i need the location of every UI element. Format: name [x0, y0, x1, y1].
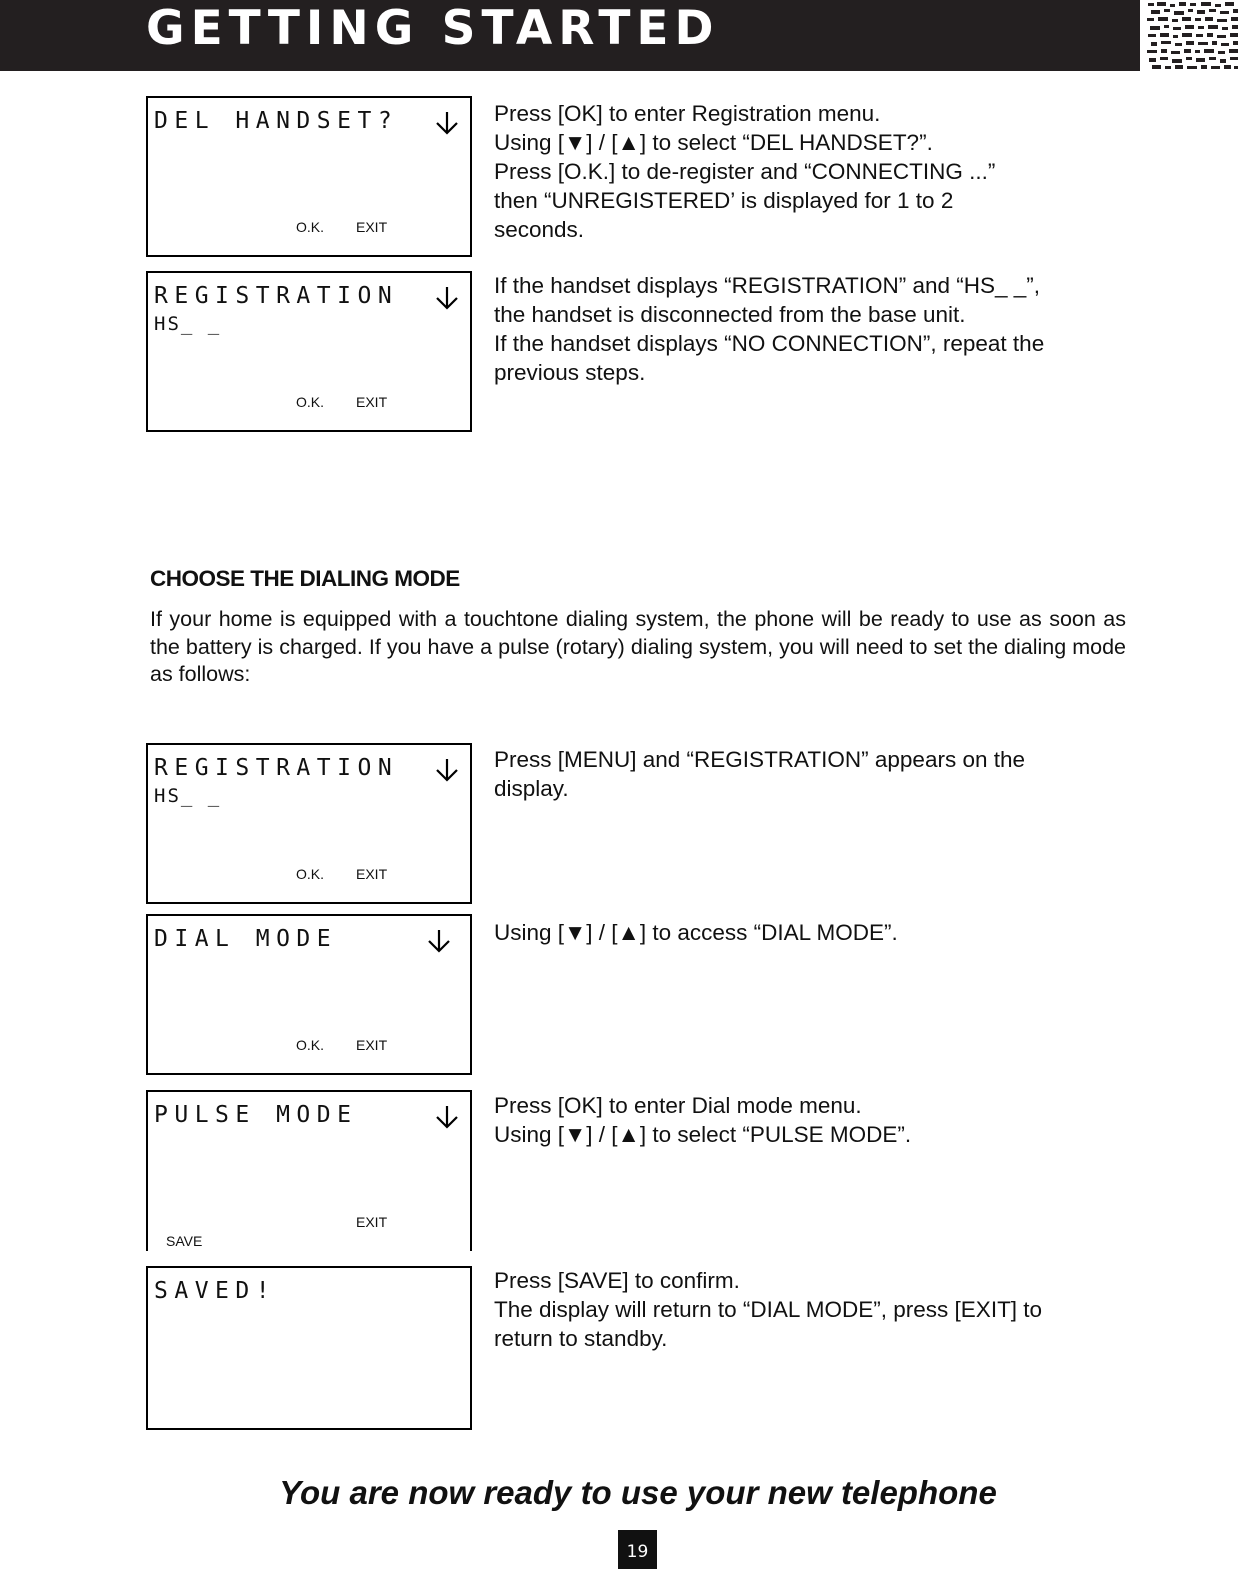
exit-softkey: EXIT	[356, 1037, 388, 1053]
exit-softkey: EXIT	[356, 1214, 388, 1230]
closing-statement: You are now ready to use your new telephone	[279, 1474, 997, 1511]
pulse-mode-description: Press [OK] to enter Dial mode menu. Using [▼] / [▲] to select “PULSE MODE”.	[494, 1093, 912, 1147]
save-softkey: SAVE	[166, 1233, 203, 1249]
lcd-handset-number: HS_ _	[154, 313, 222, 335]
dial-mode-description: Using [▼] / [▲] to access “DIAL MODE”.	[494, 920, 898, 945]
lcd-screen-registration-menu	[146, 743, 472, 904]
lcd-text: REGISTRATION	[154, 755, 399, 781]
exit-softkey: EXIT	[356, 866, 388, 882]
down-arrow-icon	[434, 757, 460, 783]
ok-softkey: O.K.	[296, 394, 325, 410]
down-arrow-icon	[434, 285, 460, 311]
del-handset-description: Press [OK] to enter Registration menu. Using [▼] / [▲] to select “DEL HANDSET?”. Press [O.K.] to de-register and “CONNECTING ...” then “UNREGISTERED’ is displayed for 1 to 2 seconds.	[494, 101, 996, 242]
ok-softkey: O.K.	[296, 219, 325, 235]
lcd-text: SAVED!	[154, 1278, 277, 1304]
section-title: CHOOSE THE DIALING MODE	[150, 566, 460, 591]
grid-pattern-icon	[1146, 0, 1240, 71]
exit-softkey: EXIT	[356, 394, 388, 410]
lcd-text: REGISTRATION	[154, 283, 399, 309]
page-number: 19	[618, 1530, 657, 1569]
down-arrow-icon	[434, 1104, 460, 1130]
press-menu-description: Press [MENU] and “REGISTRATION” appears on the display.	[494, 747, 1026, 801]
lcd-text: DIAL MODE	[154, 926, 338, 952]
lcd-screen-pulse-mode	[146, 1090, 472, 1251]
lcd-screen-dial-mode	[146, 914, 472, 1075]
ok-softkey: O.K.	[296, 1037, 325, 1053]
lcd-text: DEL HANDSET?	[154, 108, 399, 134]
lcd-handset-number: HS_ _	[154, 785, 222, 807]
lcd-screen-saved	[146, 1266, 472, 1430]
lcd-screen-del-handset	[146, 96, 472, 257]
down-arrow-icon	[426, 928, 452, 954]
registration-check-description: If the handset displays “REGISTRATION” and “HS_ _”, the handset is disconnected from the base unit. If the handset displays “NO CONNECTION”, repeat the previous steps.	[494, 273, 1045, 385]
ok-softkey: O.K.	[296, 866, 325, 882]
exit-softkey: EXIT	[356, 219, 388, 235]
page-title: GETTING STARTED	[146, 1, 720, 56]
lcd-text: PULSE MODE	[154, 1102, 358, 1128]
lcd-screen-registration	[146, 271, 472, 432]
section-intro: If your home is equipped with a touchtone dialing system, the phone will be ready to use as soon as the battery is charged. If you have a pulse (rotary) dialing system, you will need to set the dialing mode as follows:	[150, 607, 1126, 686]
saved-description: Press [SAVE] to confirm. The display will return to “DIAL MODE”, press [EXIT] to return to standby.	[494, 1268, 1043, 1351]
down-arrow-icon	[434, 110, 460, 136]
header-bar	[0, 0, 1140, 71]
